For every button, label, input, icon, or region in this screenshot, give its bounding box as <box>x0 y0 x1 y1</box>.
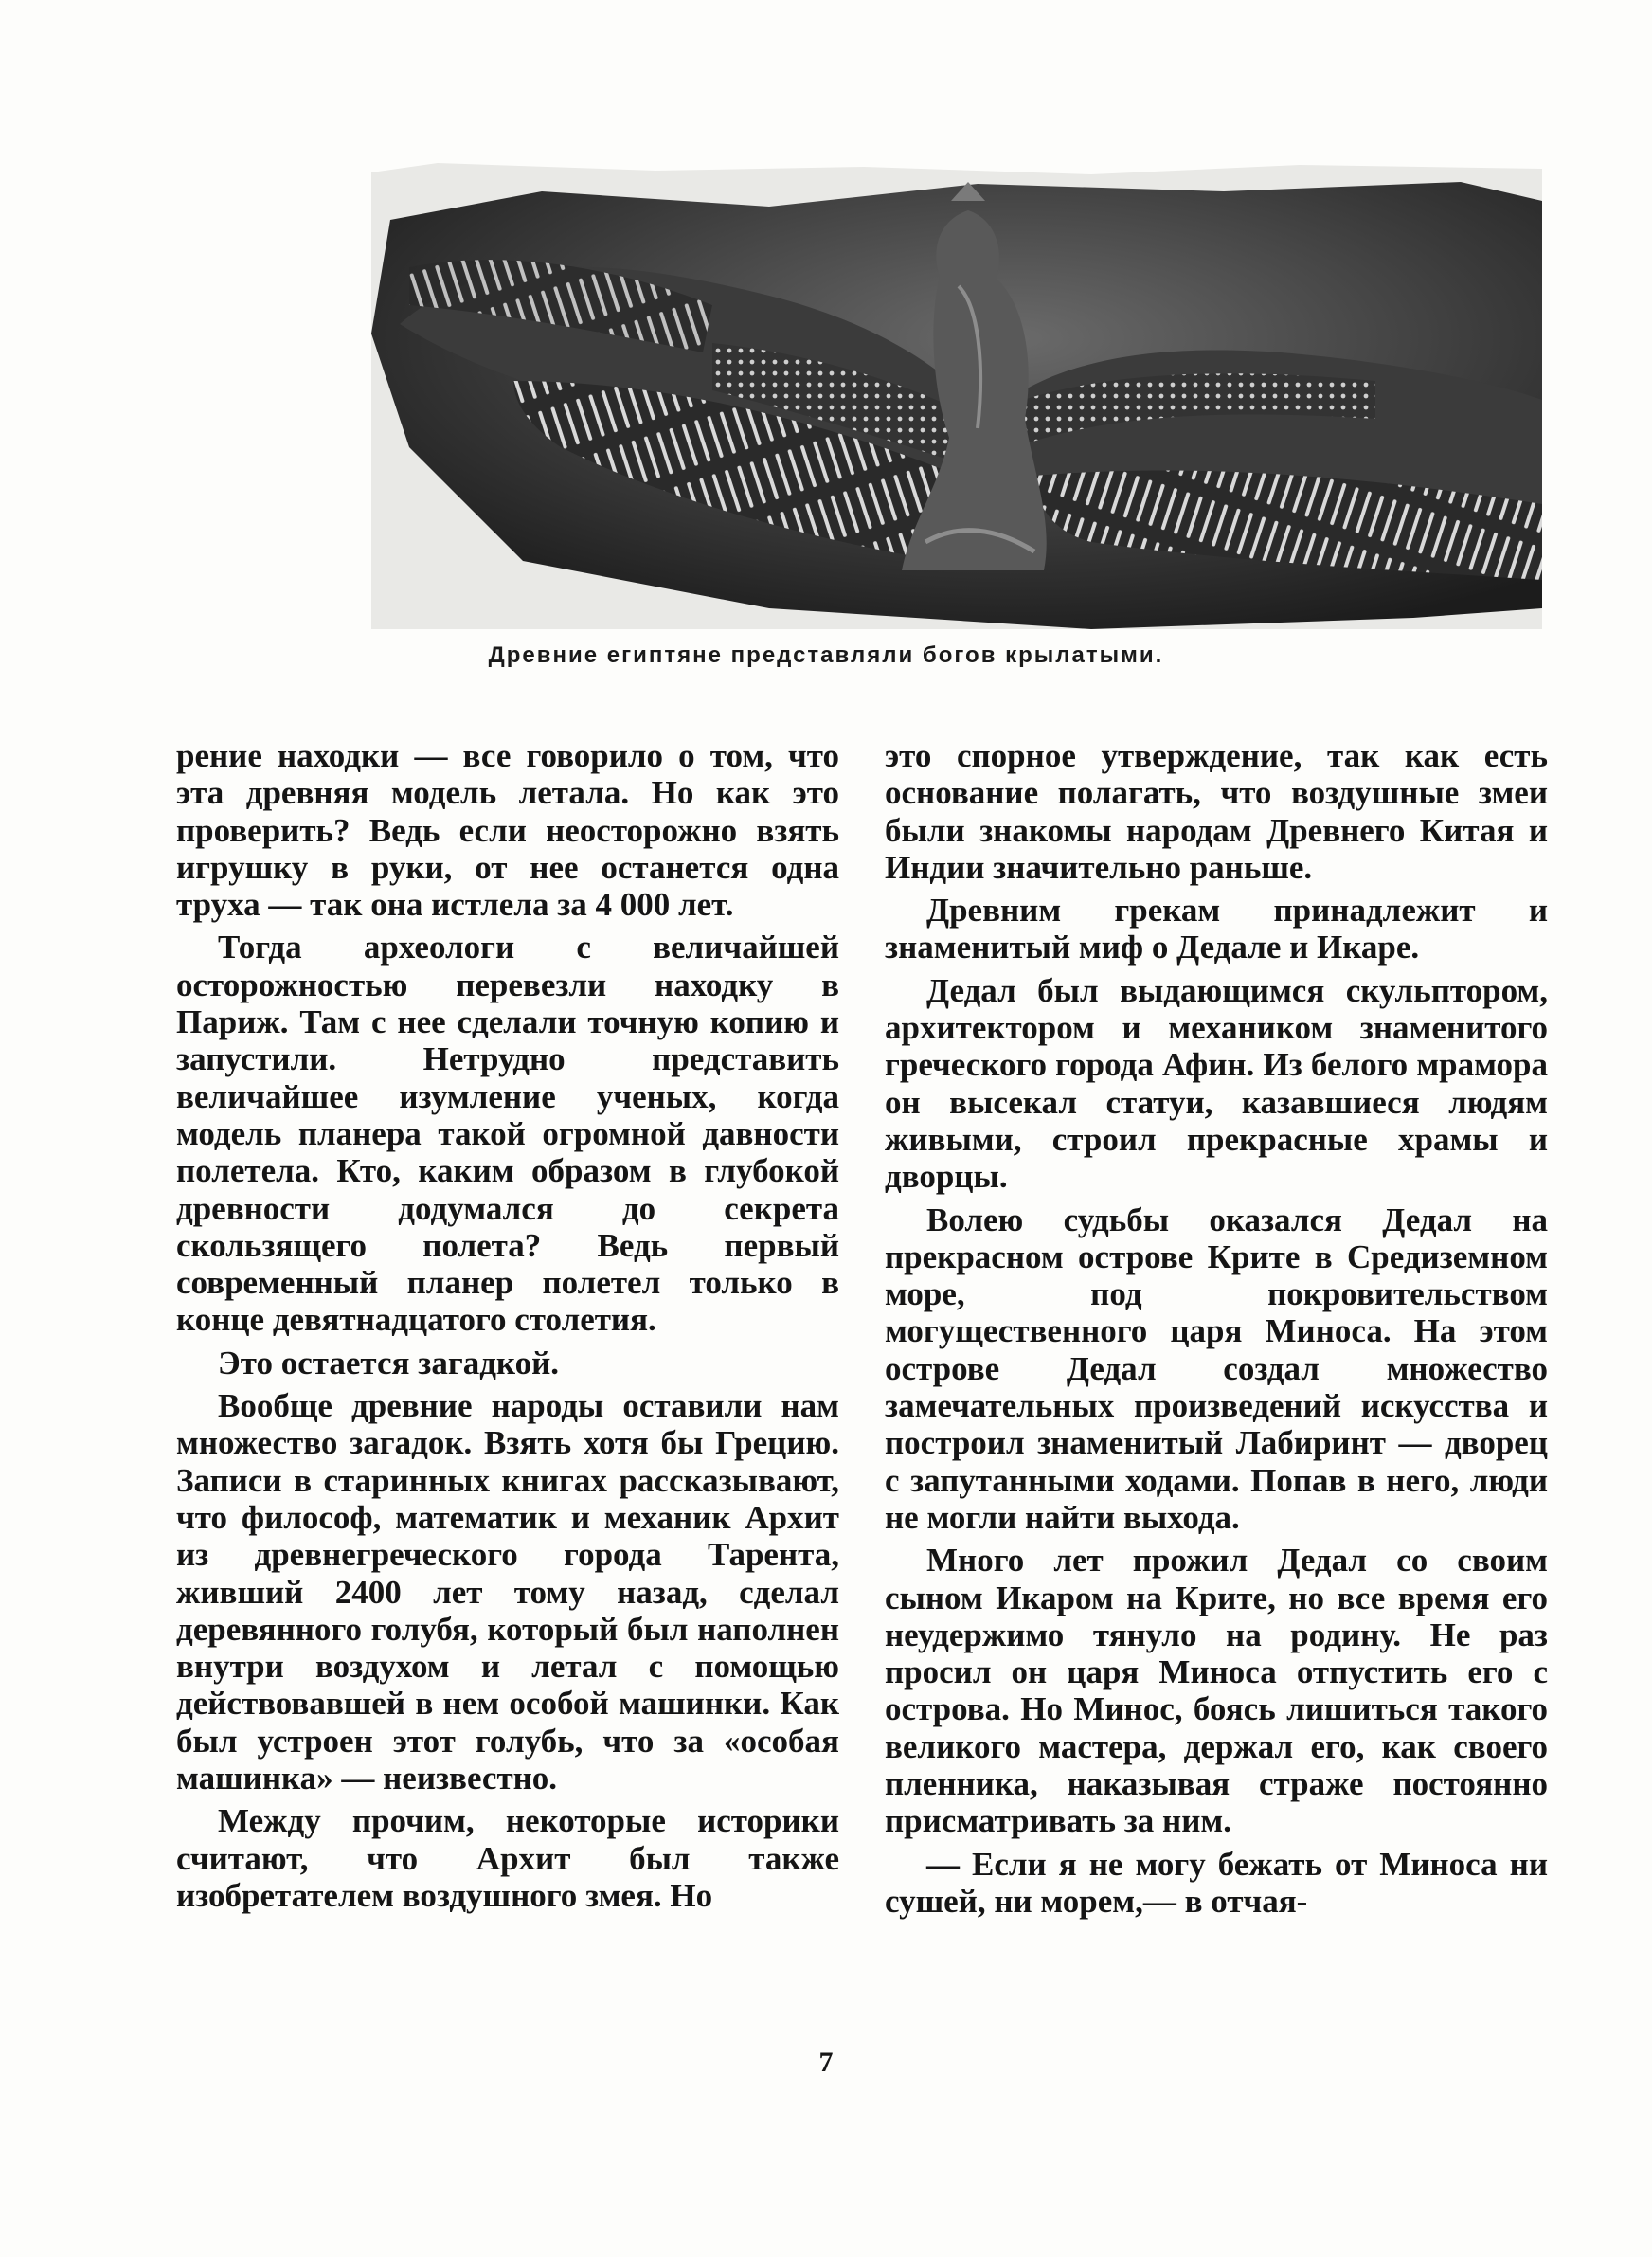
paragraph: Это остается загадкой. <box>218 1344 560 1381</box>
paragraph: Волею судьбы оказался Дедал на прекрасном острове Крите в Средиземном море, под покровительством могущественного царя Миноса. На этом острове Дедал создал множество замечательных произведений искусства и построил знаменитый Лабиринт — дворец с запутанными ходами. Попав в него, люди не могли найти выхода. <box>885 1201 1548 1536</box>
left-column <box>176 737 839 1914</box>
paragraph: Дедал был выдающимся скульптором, архитектором и механиком знаменитого греческого города Афин. Из белого мрамора он высекал статуи, казавшиеся людям живыми, строил прекрасные храмы и дворцы. <box>885 971 1548 1196</box>
page-number: 7 <box>818 2047 834 2078</box>
paragraph: Много лет прожил Дедал со своим сыном Икаром на Крите, но все время его неудержимо тянуло на родину. Не раз просил он царя Миноса отпустить его с острова. Но Минос, боясь лишиться такого великого мастера, держал его, как своего пленника, наказывая страже постоянно присматривать за ним. <box>885 1542 1548 1840</box>
paragraph: Между прочим, некоторые историки считают, что Архит был также изобретателем воздушного змея. Но <box>176 1802 839 1914</box>
paragraph: рение находки — все говорило о том, что эта древняя модель летала. Но как это проверить? Ведь если неосторожно взять игрушку в руки, от нее останется одна труха — так она истлела за 4 000 лет. <box>176 737 839 924</box>
winged-goddess-relief-image <box>371 163 1542 629</box>
paragraph: Древним грекам принадлежит и знаменитый миф о Дедале и Икаре. <box>885 892 1548 966</box>
figure-caption: Древние египтяне представляли богов крылатыми. <box>488 642 1164 668</box>
right-column <box>885 737 1548 1920</box>
paragraph: Вообще древние народы оставили нам множество загадок. Взять хотя бы Грецию. Записи в старинных книгах рассказывают, что философ, математик и механик Архит из древнегреческого города Тарента, живший 2400 лет тому назад, сделал деревянного голубя, который был наполнен внутри воздухом и летал с помощью действовавшей в нем особой машинки. Как был устроен этот голубь, что за «особая машинка» — неизвестно. <box>176 1387 839 1797</box>
paragraph: Тогда археологи с величайшей осторожностью перевезли находку в Париж. Там с нее сделали точную копию и запустили. Нетрудно представить величайшее изумление ученых, когда модель планера такой огромной давности полетела. Кто, каким образом в глубокой древности додумался до секрета скользящего полета? Ведь первый современный планер полетел только в конце девятнадцатого столетия. <box>176 929 839 1339</box>
paragraph: — Если я не могу бежать от Миноса ни сушей, ни морем,— в отчая- <box>885 1845 1548 1920</box>
relief-illustration <box>371 163 1542 629</box>
paragraph: это спорное утверждение, так как есть основание полагать, что воздушные змеи были знакомы народам Древнего Китая и Индии значительно раньше. <box>885 737 1548 886</box>
